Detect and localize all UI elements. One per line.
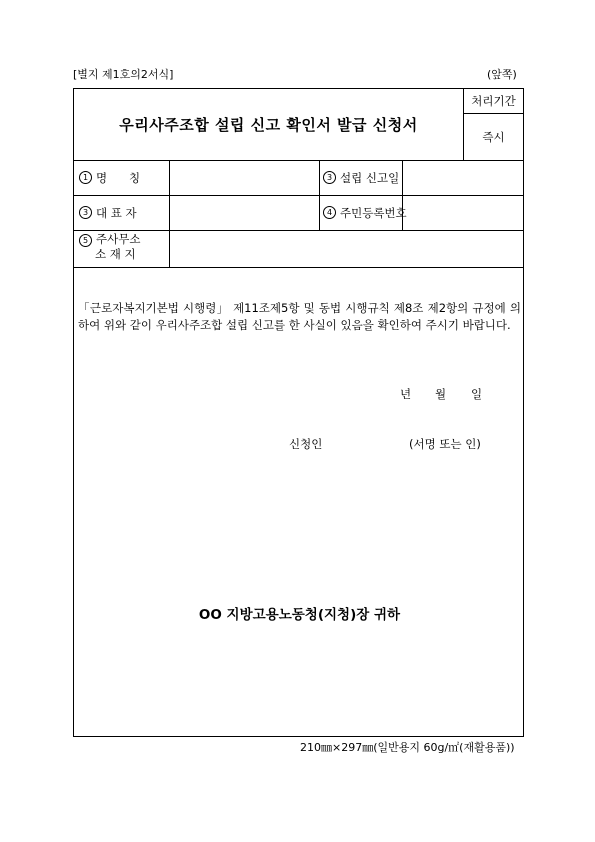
name-field[interactable] bbox=[170, 161, 318, 194]
establish-date-field[interactable] bbox=[403, 161, 523, 194]
circled-number: 5 bbox=[79, 234, 92, 247]
divider bbox=[74, 267, 523, 268]
resident-number-label-cell bbox=[323, 195, 407, 230]
establish-date-label-cell bbox=[323, 160, 399, 195]
resident-number-label: 주민등록번호 bbox=[340, 205, 407, 220]
office-address-label-line1: 주사무소 bbox=[96, 232, 141, 246]
divider bbox=[319, 160, 320, 230]
office-address-field[interactable] bbox=[170, 231, 523, 266]
request-statement: 「근로자복지기본법 시행령」 제11조제5항 및 동법 시행규칙 제8조 제2항의 규정에 의하여 위와 같이 우리사주조합 설립 신고를 한 사실이 있음을 확인하여 주시기 바랍니다. bbox=[78, 301, 521, 332]
name-label: 명 칭 bbox=[96, 170, 141, 185]
representative-field[interactable] bbox=[170, 196, 318, 229]
processing-period-label: 처리기간 bbox=[471, 94, 516, 108]
signature-note: (서명 또는 인) bbox=[409, 437, 481, 451]
recipient: OO 지방고용노동청(지청)장 귀하 bbox=[198, 607, 401, 623]
office-address-label-line2: 소 재 지 bbox=[95, 247, 136, 261]
circled-number: 3 bbox=[79, 206, 92, 219]
date-day-label: 일 bbox=[471, 387, 483, 401]
representative-label: 대 표 자 bbox=[96, 205, 137, 220]
applicant-label: 신청인 bbox=[289, 437, 323, 451]
application-form bbox=[73, 88, 524, 737]
representative-label-cell bbox=[79, 195, 137, 230]
circled-number: 4 bbox=[323, 206, 336, 219]
office-address-label-cell bbox=[79, 232, 140, 262]
date-month-label: 월 bbox=[435, 387, 447, 401]
processing-period-value: 즉시 bbox=[482, 129, 505, 144]
form-number: [별지 제1호의2서식] bbox=[73, 68, 174, 81]
establish-date-label: 설립 신고일 bbox=[340, 170, 400, 185]
date-year-label: 년 bbox=[400, 387, 412, 401]
paper-spec: 210㎜×297㎜(일반용지 60g/㎡(재활용품)) bbox=[300, 741, 515, 754]
form-title: 우리사주조합 설립 신고 확인서 발급 신청서 bbox=[119, 116, 418, 134]
page-side-label: (앞쪽) bbox=[487, 68, 517, 81]
name-label-cell bbox=[79, 160, 140, 195]
circled-number: 3 bbox=[323, 171, 336, 184]
circled-number: 1 bbox=[79, 171, 92, 184]
resident-number-field[interactable] bbox=[403, 196, 523, 229]
